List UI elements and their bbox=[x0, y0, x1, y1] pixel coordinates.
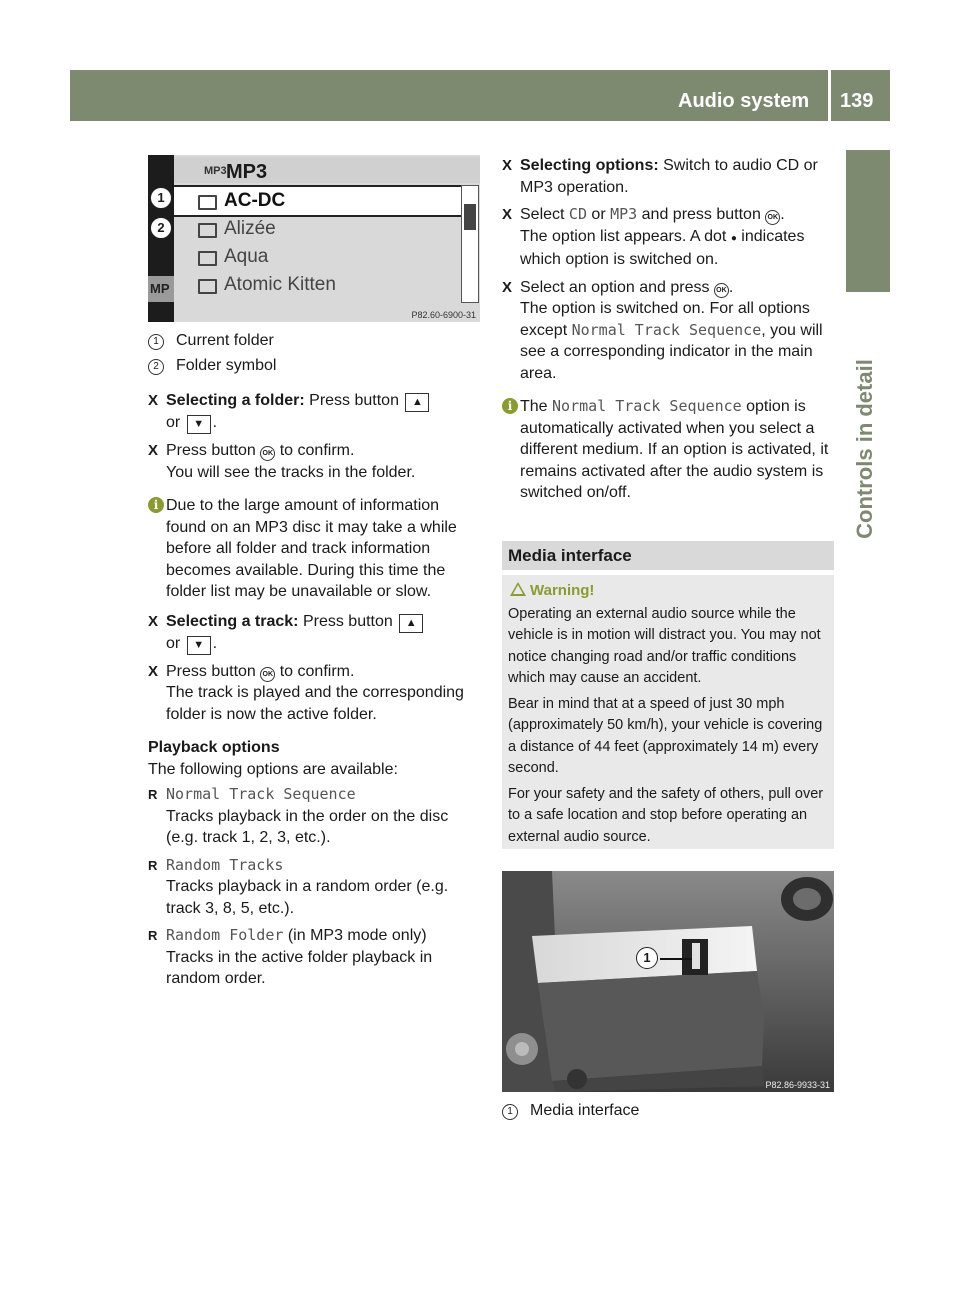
option-name: Random Folder bbox=[166, 926, 284, 944]
ok-button-icon: OK bbox=[714, 283, 729, 298]
folder-row bbox=[174, 215, 461, 243]
mode-tab: MP bbox=[148, 276, 174, 302]
instruction-step: X Press button OK to confirm. The track is played and the corresponding folder is now the active folder. bbox=[148, 662, 464, 723]
step-marker: X bbox=[148, 392, 159, 409]
callout-1: 1 bbox=[150, 187, 172, 209]
warning-title: Warning! bbox=[508, 580, 830, 602]
media-interface-photo bbox=[502, 871, 834, 1092]
folder-row bbox=[174, 243, 461, 271]
option-item: R Normal Track Sequence Tracks playback in the order on the disc (e.g. track 1, 2, 3, etc.). bbox=[148, 785, 449, 846]
right-column bbox=[502, 155, 834, 504]
info-note: i The Normal Track Sequence option is automatically activated when you select a different medium. If an option is activated, it remains activated after the audio system is switched on/off. bbox=[502, 396, 834, 504]
screen-title-row bbox=[174, 157, 480, 183]
mp3-folder-screen bbox=[148, 155, 480, 322]
warning-content bbox=[508, 580, 830, 848]
option-name: Normal Track Sequence bbox=[166, 785, 356, 803]
photo-callout: 1 bbox=[636, 947, 658, 969]
option-item: R Random Tracks Tracks playback in a random order (e.g. track 3, 8, 5, etc.). bbox=[148, 855, 449, 917]
folder-row-selected bbox=[174, 185, 461, 217]
screen-title: MP3 bbox=[226, 161, 268, 183]
warning-paragraph: Bear in mind that at a speed of just 30 mph (approximately 50 km/h), your vehicle is covering a distance of 44 feet (approximately 14 m) every second. bbox=[508, 695, 823, 776]
ok-button-icon: OK bbox=[260, 667, 275, 682]
option-item: R Random Folder (in MP3 mode only) Tracks in the active folder playback in random order. bbox=[148, 926, 433, 987]
info-icon: i bbox=[502, 398, 518, 414]
step-marker: X bbox=[502, 278, 513, 296]
photo-legend bbox=[502, 1102, 639, 1120]
playback-intro: The following options are available: bbox=[148, 760, 398, 778]
folder-row bbox=[174, 271, 461, 299]
photo-illustration bbox=[502, 871, 834, 1092]
instruction-step: X Selecting a folder: Press button ▲ or ▼ . bbox=[148, 390, 478, 434]
legend-text: Current folder bbox=[176, 332, 274, 349]
section-title: Audio system bbox=[678, 90, 810, 112]
scrollbar bbox=[461, 185, 479, 303]
folder-icon bbox=[198, 251, 217, 266]
folder-name: Atomic Kitten bbox=[224, 274, 336, 295]
chapter-label: Controls in detail bbox=[852, 359, 877, 539]
instruction-step: X Press button OK to confirm. You will see the tracks in the folder. bbox=[148, 442, 416, 481]
down-arrow-key: ▼ bbox=[187, 636, 211, 655]
mp3-icon: MP3 bbox=[204, 165, 227, 177]
legend-number: 1 bbox=[148, 334, 164, 350]
instruction-step: X Selecting a track: Press button ▲ or ▼ . bbox=[148, 611, 478, 655]
instruction-step: X Selecting options: Switch to audio CD or MP3 operation. bbox=[502, 157, 818, 196]
folder-name: Alizée bbox=[224, 218, 276, 239]
folder-icon bbox=[198, 223, 217, 238]
up-arrow-key: ▲ bbox=[399, 614, 423, 633]
warning-paragraph: For your safety and the safety of others, pull over to a safe location and stop before operating an external audio source. bbox=[508, 785, 824, 845]
ok-button-icon: OK bbox=[765, 210, 780, 225]
step-marker: X bbox=[148, 442, 159, 459]
step-marker: X bbox=[148, 662, 159, 680]
image-code: P82.60-6900-31 bbox=[411, 310, 476, 320]
photo-code: P82.86-9933-31 bbox=[765, 1080, 830, 1090]
step-marker: X bbox=[502, 206, 513, 223]
left-column bbox=[148, 330, 478, 990]
info-icon: i bbox=[148, 497, 164, 513]
legend-text: Media interface bbox=[530, 1102, 640, 1119]
step-marker: X bbox=[502, 157, 513, 174]
warning-triangle-icon bbox=[510, 582, 526, 596]
folder-icon bbox=[198, 279, 217, 294]
step-marker: X bbox=[148, 612, 159, 630]
legend-number: 1 bbox=[502, 1104, 518, 1120]
folder-icon bbox=[198, 195, 217, 210]
folder-name: Aqua bbox=[224, 246, 269, 267]
down-arrow-key: ▼ bbox=[187, 415, 211, 434]
instruction-step: X Select CD or MP3 and press button OK . The option list appears. A dot ● indicates which option is switched on. bbox=[502, 205, 805, 268]
header-separator bbox=[828, 70, 831, 121]
option-name: Random Tracks bbox=[166, 855, 284, 874]
legend-number: 2 bbox=[148, 359, 164, 375]
ok-button-icon: OK bbox=[260, 446, 275, 461]
instruction-step: X Select an option and press OK . The option is switched on. For all options except Normal Track Sequence, you will see a corresponding indicator in the main area. bbox=[502, 278, 823, 382]
folder-name: AC-DC bbox=[224, 190, 286, 211]
playback-heading: Playback options bbox=[148, 739, 280, 756]
info-note: i Due to the large amount of information found on an MP3 disc it may take a while before all folder and track information becomes available. During this time the folder list may be unavailable or slow. bbox=[148, 495, 478, 603]
media-interface-heading: Media interface bbox=[508, 546, 632, 565]
legend-item bbox=[148, 330, 478, 352]
scrollbar-thumb bbox=[464, 204, 476, 230]
dot-indicator: ● bbox=[730, 232, 737, 244]
up-arrow-key: ▲ bbox=[405, 393, 429, 412]
legend-item bbox=[148, 355, 478, 377]
warning-paragraph: Operating an external audio source while the vehicle is in motion will distract you. You may not notice changing road and/or traffic conditions which may cause an accident. bbox=[508, 605, 821, 686]
callout-2: 2 bbox=[150, 217, 172, 239]
page-number: 139 bbox=[840, 90, 874, 112]
chapter-tab bbox=[846, 150, 890, 292]
legend-text: Folder symbol bbox=[176, 356, 277, 374]
